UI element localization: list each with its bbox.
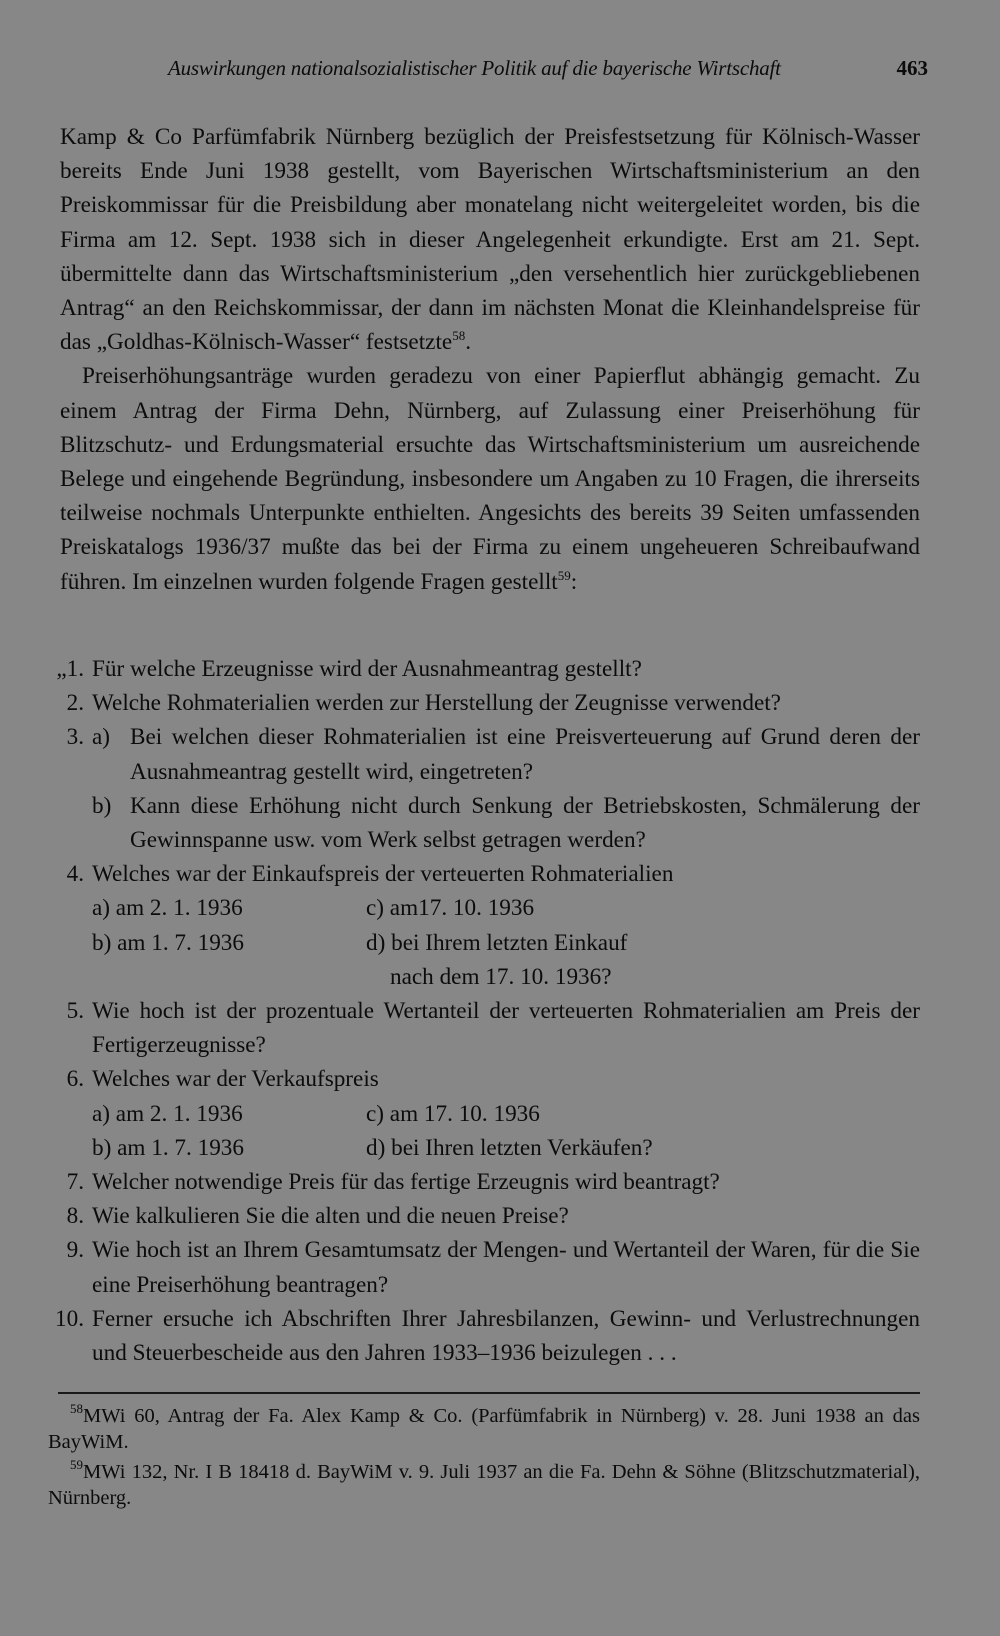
question-item — [46, 1062, 920, 1165]
question-text: Für welche Erzeugnisse wird der Ausnahmeantrag gestellt? — [92, 656, 642, 682]
date-option: d) bei Ihren letzten Verkäufen? — [366, 1134, 653, 1161]
date-option: d) bei Ihrem letzten Einkauf — [366, 929, 628, 956]
sub-question-text: Kann diese Erhöhung nicht durch Senkung der Betriebskosten, Schmälerung der Gewinnspanne usw. vom Werk selbst getragen werden? — [130, 792, 920, 854]
question-text: Wie kalkulieren Sie die alten und die neuen Preise? — [92, 1203, 569, 1230]
question-text: Welche Rohmaterialien werden zur Herstellung der Zeugnisse verwendet? — [92, 690, 781, 717]
sub-question — [92, 720, 920, 788]
question-number: „1. — [56, 656, 84, 682]
date-option: c) am 17. 10. 1936 — [366, 1100, 540, 1127]
footnote-59 — [48, 1459, 920, 1511]
footnote-number: 58 — [70, 1401, 83, 1416]
footnote-indent — [48, 1461, 70, 1483]
date-option: a) am 2. 1. 1936 — [92, 1100, 243, 1127]
date-columns — [92, 926, 920, 994]
footnote-ref-59: 59 — [557, 567, 571, 583]
footnote-indent — [48, 1405, 70, 1427]
date-columns — [92, 1097, 920, 1131]
question-number: 4. — [66, 861, 84, 888]
sub-question-label: b) — [92, 792, 112, 819]
question-number: 10. — [55, 1305, 84, 1332]
paragraph-1-end: . — [465, 329, 471, 356]
question-text: Wie hoch ist an Ihrem Gesamtumsatz der Mengen- und Wertanteil der Waren, für die Sie eine Preiserhöhung beantragen? — [92, 1237, 920, 1298]
question-number: 3. — [66, 724, 84, 751]
question-text: Ferner ersuche ich Abschriften Ihrer Jahresbilanzen, Gewinn- und Verlustrechnungen und Steuerbescheide aus den Jahren 1933–1936 beizulegen . . . — [92, 1305, 920, 1367]
running-title: Auswirkungen nationalsozialistischer Politik auf die bayerische Wirtschaft — [168, 56, 781, 80]
question-item — [46, 1233, 920, 1301]
question-item — [46, 994, 920, 1062]
question-item — [46, 720, 920, 857]
question-item — [46, 652, 920, 686]
footnote-text: MWi 132, Nr. I B 18418 d. BayWiM v. 9. Juli 1937 an die Fa. Dehn & Söhne (Blitzschutzmaterial), Nürnberg. — [48, 1461, 920, 1509]
question-number: 8. — [66, 1203, 84, 1230]
footnote-text: MWi 60, Antrag der Fa. Alex Kamp & Co. (Parfümfabrik in Nürnberg) v. 28. Juni 1938 an das BayWiM. — [48, 1405, 920, 1453]
paragraph-2-end: : — [570, 568, 578, 595]
question-text: Welches war der Verkaufspreis — [92, 1066, 379, 1093]
footnote-number: 59 — [70, 1457, 83, 1472]
question-item — [46, 1302, 920, 1370]
paragraph-2 — [60, 359, 920, 598]
footnote-divider — [58, 1392, 920, 1394]
question-item — [46, 686, 920, 720]
question-number: 9. — [66, 1237, 84, 1264]
sub-question — [92, 789, 920, 857]
date-columns — [92, 1131, 920, 1165]
question-list — [46, 652, 920, 1370]
footnote-58 — [48, 1403, 920, 1455]
question-number: 7. — [66, 1169, 84, 1196]
date-option: b) am 1. 7. 1936 — [92, 929, 244, 956]
sub-question-text: Bei welchen dieser Rohmaterialien ist eine Preisverteuerung auf Grund deren der Ausnahmeantrag gestellt wird, eingetreten? — [130, 724, 920, 785]
date-option: a) am 2. 1. 1936 — [92, 895, 243, 922]
question-number: 6. — [66, 1066, 84, 1093]
date-columns — [92, 891, 920, 925]
page-number: 463 — [896, 56, 928, 80]
date-option: b) am 1. 7. 1936 — [92, 1134, 244, 1161]
paragraph-1 — [60, 120, 920, 359]
paragraph-2-text: Preiserhöhungsanträge wurden geradezu von einer Papierflut abhängig gemacht. Zu einem Antrag der Firma Dehn, Nürnberg, auf Zulassung einer Preiserhöhung für Blitzschutz- und Erdungsmaterial ersuchte das Wirtschaftsministerium um ausreichende Belege und eingehende Begründung, insbesondere um Angaben zu 10 Fragen, die ihrerseits teilweise nochmals Unterpunkte enthielten. Angesichts des bereits 39 Seiten umfassenden Preiskatalogs 1936/37 mußte das bei der Firma zu einem ungeheueren Schreibaufwand führen. Im einzelnen wurden folgende Fragen gestellt — [60, 363, 920, 595]
footnotes — [48, 1403, 920, 1515]
footnote-ref-58: 58 — [452, 328, 466, 344]
body-text — [60, 120, 920, 599]
page-header — [160, 56, 928, 88]
question-item — [46, 1199, 920, 1233]
question-item — [46, 1165, 920, 1199]
question-number: 2. — [66, 690, 84, 717]
question-text: Wie hoch ist der prozentuale Wertanteil der verteuerten Rohmaterialien am Preis der Fertigerzeugnisse? — [92, 998, 920, 1059]
question-number: 5. — [66, 998, 84, 1025]
question-text: Welcher notwendige Preis für das fertige Erzeugnis wird beantragt? — [92, 1169, 720, 1196]
date-option-continued: nach dem 17. 10. 1936? — [390, 963, 612, 990]
sub-question-label: a) — [92, 724, 111, 751]
question-text: Welches war der Einkaufspreis der verteuerten Rohmaterialien — [92, 861, 674, 888]
question-item — [46, 857, 920, 994]
date-option: c) am17. 10. 1936 — [366, 895, 535, 922]
paragraph-1-text: Kamp & Co Parfümfabrik Nürnberg bezüglich der Preisfestsetzung für Kölnisch-Wasser bereits Ende Juni 1938 gestellt, vom Bayerischen Wirtschaftsministerium an den Preiskommissar für die Preisbildung aber monatelang nicht weitergeleitet worden, bis die Firma am 12. Sept. 1938 sich in dieser Angelegenheit erkundigte. Erst am 21. Sept. übermittelte dann das Wirtschaftsministerium „den versehentlich hier zurückgebliebenen Antrag“ an den Reichskommissar, der dann im nächsten Monat die Kleinhandelspreise für das „Goldhas-Kölnisch-Wasser“ festsetzte — [60, 124, 920, 356]
date-option-group — [366, 926, 920, 994]
